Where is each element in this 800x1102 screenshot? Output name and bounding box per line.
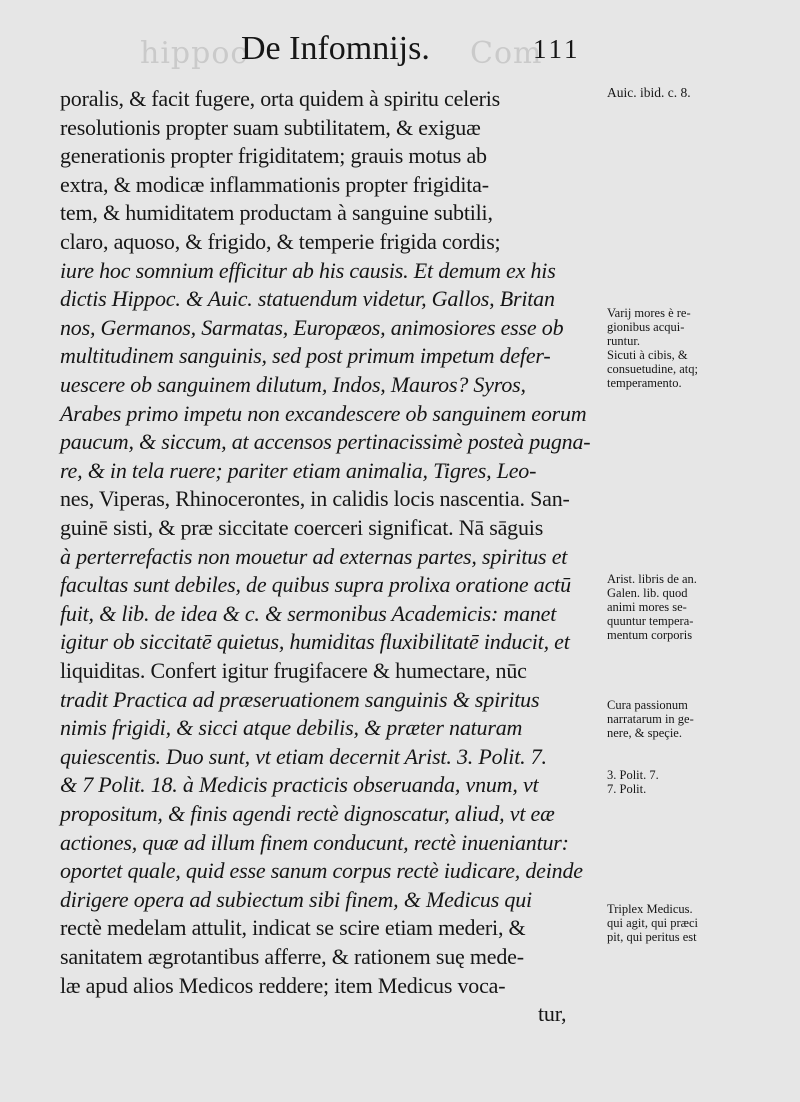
text-line: oportet quale, quid esse sanum corpus rectè iudicare, deinde <box>60 858 583 884</box>
margin-note-line: Galen. lib. quod <box>607 586 688 600</box>
margin-note-line: Cura passionum <box>607 698 688 712</box>
margin-note <box>607 572 797 642</box>
text-line: tem, & humiditatem productam à sanguine subtili, <box>60 200 493 226</box>
text-line: actiones, quæ ad illum finem conducunt, rectè inueniantur: <box>60 829 569 855</box>
bleed-through-text: Com <box>470 36 543 71</box>
text-line: tur, <box>538 1001 567 1027</box>
margin-note-line: runtur. <box>607 334 640 348</box>
text-line: uescere ob sanguinem dilutum, Indos, Mauros? Syros, <box>60 372 526 397</box>
text-line: Arabes primo impetu non excandescere ob sanguinem eorum <box>60 400 587 426</box>
margin-note-line: mentum corporis <box>607 628 693 642</box>
margin-note-line: Auic. ibid. c. 8. <box>607 85 691 100</box>
text-line: generationis propter frigiditatem; grauis motus ab <box>60 143 487 169</box>
text-line: poralis, & facit fugere, orta quidem à spiritu celeris <box>60 86 501 111</box>
margin-note-line: Arist. libris de an. <box>607 572 697 586</box>
text-line: nimis frigidi, & sicci atque debilis, & præter naturam <box>60 715 523 741</box>
margin-note <box>607 86 797 100</box>
text-line: extra, & modicæ inflammationis propter frigidita- <box>60 171 489 197</box>
margin-note <box>607 902 797 944</box>
text-line: nes, Viperas, Rhinocerontes, in calidis locis nascentia. San- <box>60 486 570 512</box>
margin-note-line: narratarum in ge- <box>607 712 694 726</box>
margin-note-line: Varij mores è re- <box>607 306 691 320</box>
text-line: rectè medelam attulit, indicat se scire etiam mederi, & <box>60 915 526 941</box>
margin-note-line: temperamento. <box>607 376 682 390</box>
text-line: læ apud alios Medicos reddere; item Medicus voca- <box>60 972 506 998</box>
text-line: guinē sisti, & præ siccitate coerceri significat. Nā sāguis <box>60 515 544 540</box>
text-line: nos, Germanos, Sarmatas, Europæos, animosiores esse ob <box>60 314 564 340</box>
text-line: iure hoc somnium efficitur ab his causis. Et demum ex his <box>60 257 556 283</box>
margin-note <box>607 698 797 740</box>
text-line: igitur ob siccitatē quietus, humiditas fluxibilitatē inducit, et <box>60 629 570 655</box>
margin-note-line: 7. Polit. <box>607 782 647 796</box>
margin-note-line: Sicuti à cibis, & <box>607 348 688 362</box>
text-line: multitudinem sanguinis, sed post primum impetum defer- <box>60 343 551 369</box>
text-line: facultas sunt debiles, de quibus supra prolixa oratione actū <box>60 572 571 598</box>
page-number: 111 <box>533 34 581 64</box>
margin-note-line: 3. Polit. 7. <box>607 768 659 782</box>
text-line: resolutionis propter suam subtilitatem, & exiguæ <box>60 114 481 140</box>
margin-note-line: gionibus acqui- <box>607 320 685 334</box>
text-line: & 7 Polit. 18. à Medicis practicis obseruanda, vnum, vt <box>60 772 539 798</box>
margin-note-line: Triplex Medicus. <box>607 902 693 916</box>
margin-note-line: quuntur tempera- <box>607 614 694 628</box>
margin-note-line: consuetudine, atq; <box>607 362 698 376</box>
running-head-title: De Infomnijs. <box>241 30 430 67</box>
margin-note <box>607 768 797 796</box>
bleed-through-text: hippoc <box>140 36 249 71</box>
text-line: fuit, & lib. de idea & c. & sermonibus Academicis: manet <box>60 600 557 626</box>
margin-note-line: nere, & speçie. <box>607 726 682 740</box>
text-line: à perterrefactis non mouetur ad externas partes, spiritus et <box>60 543 568 569</box>
text-line: re, & in tela ruere; pariter etiam animalia, Tigres, Leo- <box>60 457 537 483</box>
text-line: dictis Hippoc. & Auic. statuendum videtur, Gallos, Britan <box>60 286 555 312</box>
text-line: sanitatem ægrotantibus afferre, & rationem suę mede- <box>60 944 524 969</box>
text-line: propositum, & finis agendi rectè dignoscatur, aliud, vt eæ <box>60 801 555 826</box>
text-line: liquiditas. Confert igitur frugifacere & humectare, nūc <box>60 658 527 683</box>
text-line: quiescentis. Duo sunt, vt etiam decernit Arist. 3. Polit. 7. <box>60 743 547 769</box>
margin-note-line: qui agit, qui præci <box>607 916 698 930</box>
text-line: paucum, & siccum, at accensos pertinacissimè posteà pugna- <box>60 429 591 455</box>
margin-note <box>607 306 797 390</box>
margin-note-line: animi mores se- <box>607 600 687 614</box>
text-line: claro, aquoso, & frigido, & temperie frigida cordis; <box>60 229 501 254</box>
text-line: tradit Practica ad præseruationem sanguinis & spiritus <box>60 686 540 712</box>
margin-note-line: pit, qui peritus est <box>607 930 697 944</box>
text-line: dirigere opera ad subiectum sibi finem, & Medicus qui <box>60 886 532 912</box>
